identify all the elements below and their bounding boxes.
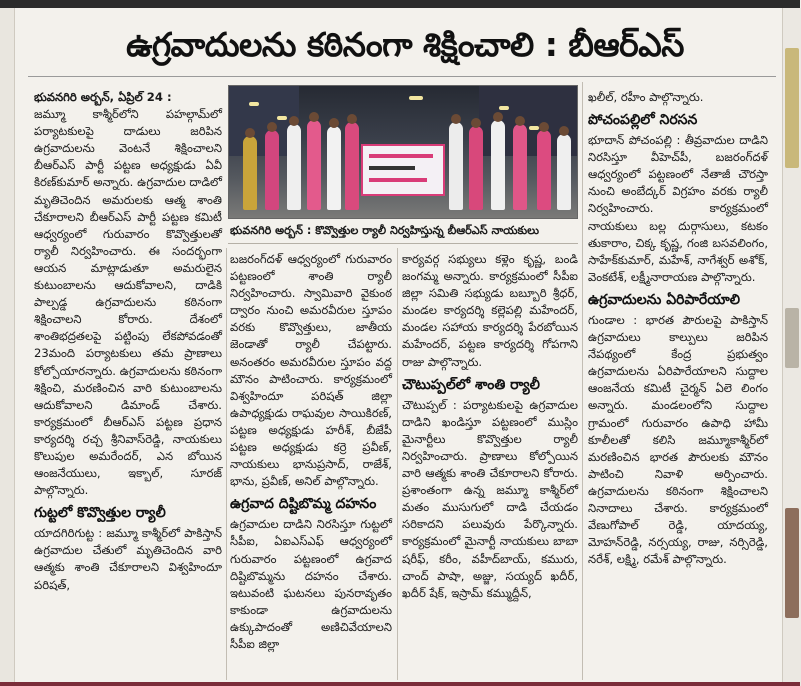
top-edge-bar (0, 0, 800, 8)
paragraph: యాదగిరిగుట్ట : జమ్మూ కాశ్మీర్‌లో పాకిస్తాన్ ఉగ్రవాదుల చేతులో మృతిచెందిన వారి ఆత్మకు శాంతి చేకూరాలని విశ్వహిందూ పరిషత్, (34, 526, 222, 592)
subheading: ఉగ్రవాద దిష్టిబొమ్మ దహనం (230, 496, 377, 513)
subheading: పోచంపల్లిలో నిరసన (588, 112, 698, 129)
paragraph: ఉగ్రవాదుల దాడిని నిరసిస్తూ గుట్టలో సీపీఐ, ఏఐఎస్ఎఫ్ ఆధ్వర్యంలో గురువారం పట్టణంలో ఉగ్రవాద దిష్టిబొమ్మను దహనం చేశారు. ఇటువంటి ఘటనలు పునరావృతం కాకుండా ఉగ్రవాదులను ఉక్కుపాదంతో అణిచివేయాలని సీపీఐ జిల్లా (230, 517, 392, 651)
article-column-3 (402, 251, 578, 681)
paragraph: గుండాల : భారత పౌరులపై పాకిస్తాన్ ఉగ్రవాదులు కాల్పులు జరిపిన నేపథ్యంలో కేంద్ర ప్రభుత్వం ఉగ్రవాదులను ఏరిపారేయాలని సుద్దాల ఆంజనేయ కమిటీ చైర్మన్ ఏలె లింగం అన్నారు. మండలంలోని సుద్దాల గ్రామంలో గురువారం ఉపాధి హామీ కూలీలతో కలిసి జమ్మూకాశ్మీర్‌లో మరణించిన భారత పౌరులకు మౌనం పాటించి నివాళి అర్పించారు. ఉగ్రవాదులను కఠినంగా శిక్షించాలని నినాదాలు చేశారు. కార్యక్రమంలో వేణుగోపాల్ రెడ్డి, యాదయ్య, మోహన్‌రెడ్డి, నర్సయ్య, రాజు, నర్సిరెడ్డి, నరేశ్, లక్ష్మి, రమేశ్ పాల్గొన్నారు. (588, 312, 768, 567)
paragraph: చౌటుప్పల్ : పర్యాటకులపై ఉగ్రవాదుల దాడిని ఖండిస్తూ పట్టణంలో ముస్లిం మైనార్టీలు కొవ్వొత్తుల ర్యాలీ నిర్వహించారు. ప్రాణాలు కోల్పోయిన వారి ఆత్మకు శాంతి చేకూరాలని కోరారు. ప్రశాంతంగా ఉన్న జమ్మూ కాశ్మీర్‌లో మతం ముసుగులో దాడి చేయడం సరికాదని పలువురు పేర్కొన్నారు. కార్యక్రమంలో మైనార్టీ నాయకులు బాబా షరీఫ్, కరీం, వహీద్‌బాయ్, కమురు, చాంద్ పాషా, అజ్జు, సయ్యద్ ఖదీర్, ఖదీర్ షేక్, ఇస్రామ్ కమ్ముద్దీన్, (402, 397, 578, 600)
rally-banner (361, 144, 445, 196)
adjacent-page-left-edge (0, 8, 15, 686)
article-column-2 (230, 251, 392, 681)
subheading: చౌటుప్పల్‌లో శాంతి ర్యాలీ (402, 376, 540, 393)
paragraph: బజరంగ్‌దళ్ ఆధ్వర్యంలో గురువారం పట్టణంలో శాంతి ర్యాలీ నిర్వహించారు. స్వామివారి వైకుంఠ ద్వారం నుంచి అమరవీరుల స్తూపం వరకు కొవ్వొత్తులు, జాతీయ జెండాతో ర్యాలీ చేపట్టారు. అనంతరం అమరవీరుల స్తూపం వద్ద మౌనం పాటించారు. కార్యక్రమంలో విశ్వహిందూ పరిషత్ జిల్లా ఉపాధ్యక్షుడు రాఘవుల సాయికిరణ్, పట్టణ అధ్యక్షుడు హరీశ్, బీజేపీ పట్టణ అధ్యక్షుడు కర్రె ప్రవీణ్, నాయకులు భానుప్రసాద్, రాజేశ్, భాను, ప్రవీణ్, అనిల్ పాల్గొన్నారు. (230, 252, 392, 489)
rally-photo (228, 85, 578, 219)
column-divider (226, 248, 227, 680)
bottom-edge-bar (0, 682, 800, 686)
paragraph: ఖలీల్, రహీం పాల్గొన్నారు. (588, 90, 704, 104)
subheading: గుట్టలో కొవ్వొత్తుల ర్యాలీ (34, 505, 166, 522)
paragraph: భూదాన్ పోచంపల్లి : తీవ్రవాదుల దాడిని నిరసిస్తూ వీహెచ్‌పీ, బజరంగ్‌దళ్ ఆధ్వర్యంలో పట్టణంలో నేతాజీ చౌరస్తా నుంచి అంబేద్కర్ విగ్రహం వరకు ర్యాలీ నిర్వహించారు. కార్యక్రమంలో నాయకులు బల్ల దుర్గాసులు, కటకం తుకారాం, చిక్క కృష్ణ, గంజి బసవలింగం, సాహేక్‌కుమార్, మహేశ్, నాగేశ్వర్ అశోక్, వెంకటేశ్, లక్ష్మీనారాయణ పాల్గొన్నారు. (588, 133, 768, 284)
column-divider (582, 82, 583, 680)
paragraph: కార్యవర్గ సభ్యులు కళ్లెం కృష్ణ, బండి జంగమ్మ అన్నారు. కార్యక్రమంలో సీపీఐ జిల్లా సమితి సభ్యుడు బబ్బూరి శ్రీధర్, మండల కార్యదర్శి కల్లెపల్లి మహేందర్, మండల సహాయ కార్యదర్శి పేరబోయిన మహేందర్, పట్టణ కార్యదర్శి గోపగాని రాజు పాల్గొన్నారు. (402, 252, 578, 369)
article-column-1 (34, 89, 222, 592)
paragraph: జమ్మూ కాశ్మీర్‌లోని పహల్గామ్‌లో పర్యాటకులపై దాడులు జరిపిన ఉగ్రవాదులను వెంటనే శిక్షించాలని బీఆర్ఎస్ పార్టీ పట్టణ అధ్యక్షుడు ఏవీ కిరణ్‌కుమార్ అన్నారు. ఉగ్రవాదుల దాడిలో మృతిచెందిన అమరులకు ఆత్మ శాంతి చేకూరాలని బీఆర్ఎస్ పార్టీ పట్టణ కమిటీ ఆధ్వర్యంలో గురువారం కొవ్వొత్తులతో ర్యాలీ నిర్వహించారు. ఈ సందర్భంగా ఆయన మాట్లాడుతూ అమరులైన కుటుంబాలను ఆదుకోవాలని, దాడికి పాల్పడ్డ ఉగ్రవాదులను కఠినంగా శిక్షించాలని కోరారు. దేశంలో శాంతిభద్రతలపై పట్టింపు లేకపోవడంతో 23మంది పర్యాటకులు తమ ప్రాణాలు కోల్పోయారన్నారు. ఉగ్రవాదులను కఠినంగా శిక్షించి, మరణించిన వారి కుటుంబాలను ఆదుకోవాలని డిమాండ్ చేశారు. కార్యక్రమంలో బీఆర్ఎస్ పట్టణ ప్రధాన కార్యదర్శి రచ్చ శ్రీనివాస్‌రెడ్డి, నాయకులు కొలుపుల అమరేందర్, ఎన బోయిన ఆంజనేయులు, ఇక్బాల్, సూరజ్ పాల్గొన్నారు. (34, 107, 222, 498)
headline: ఉగ్రవాదులను కఠినంగా శిక్షించాలి : బీఆర్ఎస్ (126, 25, 684, 64)
caption-rule (228, 243, 578, 244)
headline-rule (28, 76, 776, 77)
column-divider (397, 248, 398, 680)
subheading: ఉగ్రవాదులను ఏరిపారేయాలి (588, 291, 740, 308)
article-column-4 (588, 89, 768, 679)
photo-caption: భువనగిరి అర్బన్ : కొవ్వొత్తుల ర్యాలీ నిర్వహిస్తున్న బీఆర్ఎస్ నాయకులు (230, 224, 539, 237)
adjacent-page-right-edge (782, 8, 801, 686)
dateline: భువనగిరి అర్బన్, ఏప్రిల్ 24 : (34, 90, 172, 104)
